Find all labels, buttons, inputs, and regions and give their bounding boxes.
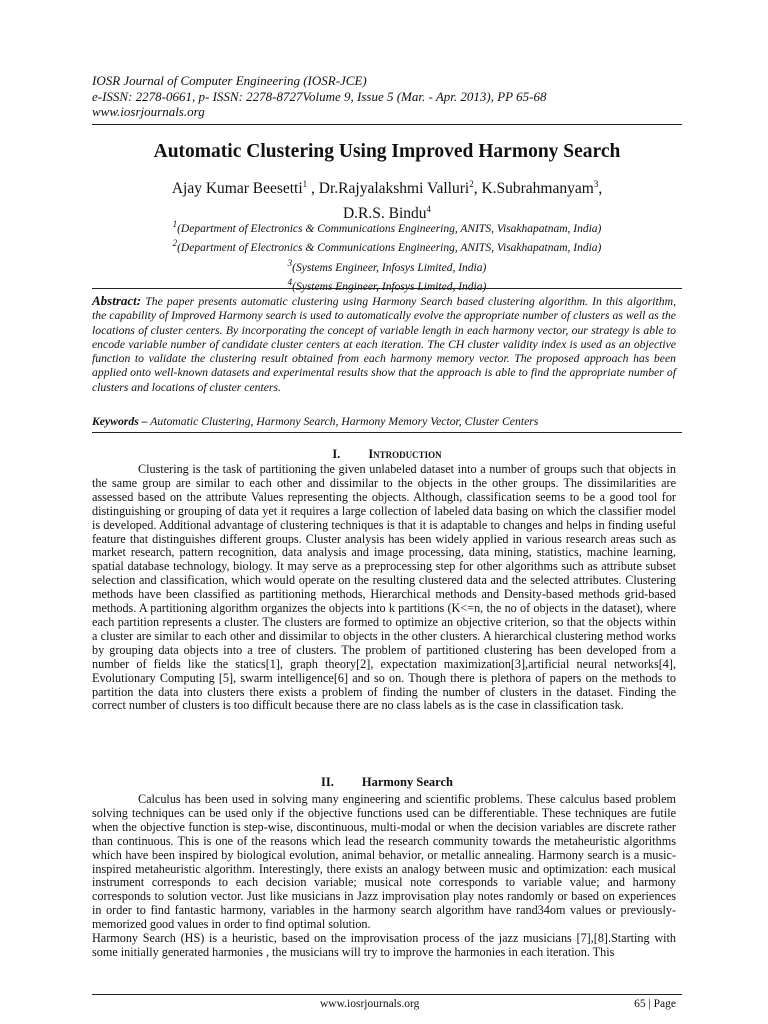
author-sep: , (473, 180, 482, 198)
section-body-introduction (92, 463, 676, 713)
journal-issn: e-ISSN: 2278-0661, p- ISSN: 2278-8727Volume 9, Issue 5 (Mar. - Apr. 2013), PP 65-68 (92, 88, 547, 104)
affiliation-item (92, 236, 682, 255)
author-sep: , (598, 180, 603, 198)
author-name: Dr.Rajyalakshmi Valluri (318, 180, 470, 198)
abstract-text: The paper presents automatic clustering using Harmony Search based clustering algorithm. In this algorithm, the capability of Improved Harmony search is used to automatically evolve the appropriate number of clusters as well as the locations of cluster centers. By incorporating the concept of variable length in each harmony vector, our strategy is able to encode variable number of candidate cluster centers at each iteration. The CH cluster validity index is used as an objective function to validate the clustering result obtained from each harmony memory vector. The proposed approach has been applied onto well-known datasets and experimental results show that the approach is able to find the appropriate number of clusters and locations of cluster centers. (92, 295, 676, 394)
footer-divider (92, 994, 682, 995)
section-heading-introduction (92, 447, 682, 462)
keywords-text: Automatic Clustering, Harmony Search, Harmony Memory Vector, Cluster Centers (147, 415, 539, 428)
affiliation-text: (Systems Engineer, Infosys Limited, India) (292, 280, 487, 293)
author-sep: , (307, 180, 319, 198)
affiliation-item (92, 256, 682, 275)
abstract-top-divider (92, 288, 682, 289)
keywords-block (92, 415, 682, 429)
header-divider (92, 124, 682, 125)
affiliation-text: (Department of Electronics & Communications Engineering, ANITS, Visakhapatnam, India) (177, 242, 602, 255)
section-heading-harmony-search (92, 775, 682, 790)
journal-name: IOSR Journal of Computer Engineering (IOSR-JCE) (92, 73, 367, 88)
author-name: Ajay Kumar Beesetti (171, 180, 303, 198)
footer-website[interactable]: www.iosrjournals.org (320, 998, 420, 1010)
keywords-label: Keywords – (92, 415, 148, 428)
author-sup: 2 (469, 179, 474, 189)
abstract-bottom-divider (92, 432, 682, 433)
journal-website[interactable]: www.iosrjournals.org (92, 104, 205, 119)
affiliation-sup: 1 (172, 219, 178, 229)
section-number: I. (332, 447, 341, 461)
paper-title: Automatic Clustering Using Improved Harmony Search (153, 141, 621, 162)
author-sup: 4 (426, 204, 432, 215)
section-title: Introduction (368, 447, 442, 461)
affiliation-text: (Department of Electronics & Communications Engineering, ANITS, Visakhapatnam, India) (177, 222, 602, 235)
page-number: 65 | Page (634, 998, 676, 1010)
affiliation-sup: 3 (287, 257, 293, 268)
affiliation-item (92, 275, 682, 294)
author-name: D.R.S. Bindu (342, 205, 427, 223)
paragraph: Clustering is the task of partitioning the given unlabeled dataset into a number of groups such that objects in the same group are similar to each other and dissimilar to the objects in the other groups. The dissimilarities are assessed based on the attribute Values representing the objects. Although, classification seems to be a good tool for distinguishing or grouping of data yet it requires a large collection of labeled data basing on which the classifier model is developed. Additional advantage of clustering techniques is that it is adaptable to changes and helps in finding useful feature that distinguishes different groups. Cluster analysis has been widely applied in various research areas such as market research, pattern recognition, data analysis and image processing, data mining, statistics, machine learning, spatial database technology, biology. It may serve as a preprocessing step for other algorithms such as attribute subset selection and classification, which would operate on the resulting clustered data and the selected attributes. Clustering methods have been classified as partitioning methods, Hierarchical methods and Density-based methods grid-based methods. A partitioning algorithm organizes the objects into k partitions (K<=n, the no of objects in the dataset), where each partition represents a cluster. The clusters are formed to optimize an objective criterion, so that the objects within a cluster are similar to each other and dissimilar to objects in the other clusters. A hierarchical clustering method works by grouping data objects into a tree of clusters. The problem of partitioned clustering has been developed from a number of fields like the statics[1], graph theory[2], expectation maximization[3],artificial neural networks[4], Evolutionary Computing [5], swarm intelligence[6] and so on. Though there is plethora of papers on the methods to partition the data into clusters there exists a problem of finding the number of clusters in the dataset. Finding the correct number of clusters is too difficult because there are no class labels as is the case in classification task. (92, 462, 676, 713)
author-name: K.Subrahmanyam (481, 180, 594, 198)
paragraph: Calculus has been used in solving many engineering and scientific problems. These calculus based problem solving techniques can be used only if the objective functions used can be differentiable. These techniques are futile when the objective function is step-wise, discontinuous, multi-modal or when the decision variables are discrete rather than continuous. This is one of the reasons which lead the research community towards the metaheuristic algorithms which have been inspired by biological evolution, animal behavior, or metallic annealing. Harmony search is a music-inspired metaheuristic algorithm. Interestingly, there exists an analogy between music and optimization: each musical instrument corresponds to each decision variable; musical note corresponds to variable value; and harmony corresponds to solution vector. Just like musicians in Jazz improvisation play notes randomly or based on experiences in order to find fantastic harmony, variables in the harmony search algorithm have rand34om values or previously-memorized good values in order to find optimal solution. (92, 792, 676, 932)
journal-header (92, 73, 682, 120)
abstract-label: Abstract: (92, 293, 142, 308)
author-sup: 3 (593, 179, 599, 189)
affiliation-list (92, 217, 682, 294)
abstract-block (92, 294, 676, 395)
affiliation-item (92, 217, 682, 236)
section-number: II. (321, 775, 334, 789)
author-sup: 1 (302, 179, 308, 189)
affiliation-text: (Systems Engineer, Infosys Limited, India) (292, 261, 487, 274)
section-title: Harmony Search (361, 775, 453, 789)
affiliation-sup: 4 (287, 276, 293, 287)
affiliation-sup: 2 (172, 238, 178, 249)
paragraph: Harmony Search (HS) is a heuristic, based on the improvisation process of the jazz musicians [7],[8].Starting with some initially generated harmonies , the musicians will try to improve the harmonies in each iteration. This (92, 931, 676, 959)
section-body-harmony-search (92, 793, 676, 960)
